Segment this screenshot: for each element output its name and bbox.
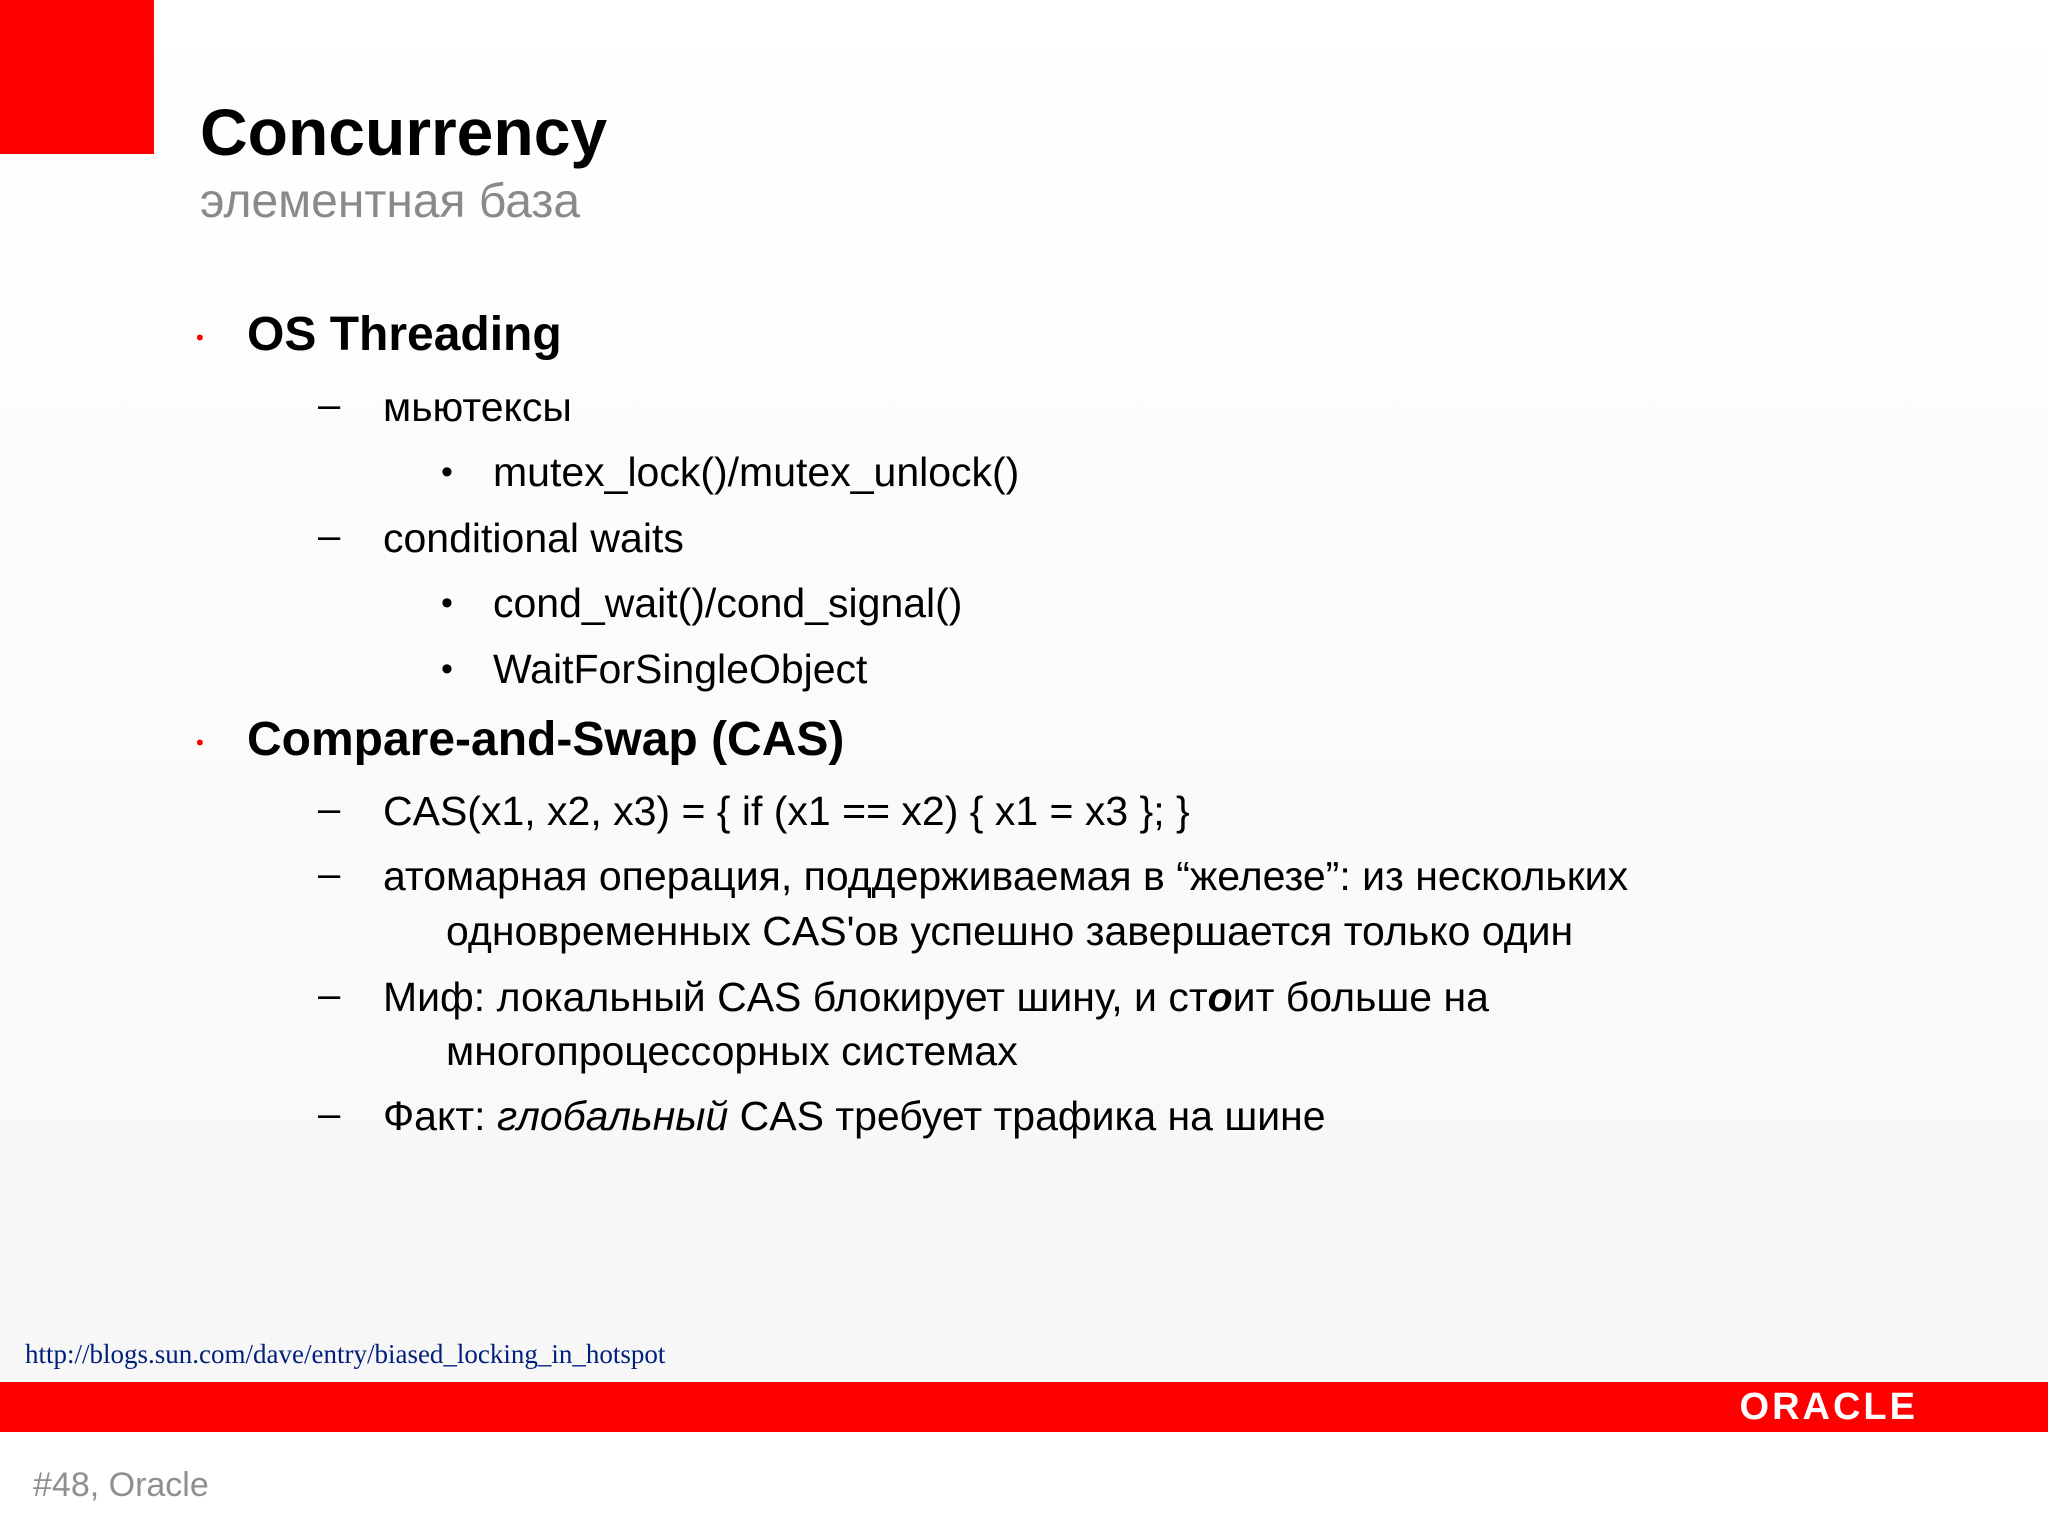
bullet-icon: • xyxy=(196,730,204,755)
section-heading-cas: Compare-and-Swap (CAS) xyxy=(247,713,845,766)
dash-icon: – xyxy=(318,514,341,558)
list-item-myth xyxy=(383,970,1489,1024)
slide-title: Concurrency xyxy=(200,95,608,169)
fact-emphasis: глобальный xyxy=(496,1093,729,1139)
bullet-icon: • xyxy=(441,650,453,688)
bullet-icon: • xyxy=(441,584,453,622)
list-item-atomic-operation: атомарная операция, поддерживаемая в “железе”: из нескольких xyxy=(383,853,1629,899)
oracle-logo: ORACLE xyxy=(1739,1386,1918,1428)
fact-suffix: CAS требует трафика на шине xyxy=(728,1093,1326,1139)
list-subitem-cond-wait: cond_wait()/cond_signal() xyxy=(493,580,963,626)
dash-icon: – xyxy=(318,973,341,1017)
slide-number: #48, Oracle xyxy=(33,1466,209,1504)
dash-icon: – xyxy=(318,1092,341,1136)
list-subitem-mutex-lock: mutex_lock()/mutex_unlock() xyxy=(493,449,1020,495)
dash-icon: – xyxy=(318,787,341,831)
slide-subtitle: элементная база xyxy=(200,175,581,228)
myth-text-part2: ит больше на xyxy=(1232,974,1489,1020)
myth-text-part1: Миф: локальный CAS блокирует шину, и ст xyxy=(383,974,1208,1020)
list-item-conditional-waits: conditional waits xyxy=(383,515,684,561)
source-link[interactable]: http://blogs.sun.com/dave/entry/biased_locking_in_hotspot xyxy=(25,1339,666,1369)
myth-emphasis: о xyxy=(1207,974,1233,1020)
list-item-atomic-operation-cont: одновременных CAS'ов успешно завершается только один xyxy=(446,908,1574,954)
bullet-icon: • xyxy=(441,453,453,491)
list-item-fact xyxy=(383,1089,1326,1143)
fact-prefix: Факт: xyxy=(383,1093,497,1139)
section-heading-os-threading: OS Threading xyxy=(247,308,562,361)
dash-icon: – xyxy=(318,383,341,427)
list-subitem-waitforsingleobject: WaitForSingleObject xyxy=(493,646,868,692)
list-item-mutexes: мьютексы xyxy=(383,384,572,430)
list-item-myth-cont: многопроцессорных системах xyxy=(446,1028,1018,1074)
corner-accent-block xyxy=(0,0,154,154)
bullet-icon: • xyxy=(196,325,204,350)
list-item-cas-definition: CAS(x1, x2, x3) = { if (x1 == x2) { x1 = x3 }; } xyxy=(383,788,1190,834)
dash-icon: – xyxy=(318,852,341,896)
